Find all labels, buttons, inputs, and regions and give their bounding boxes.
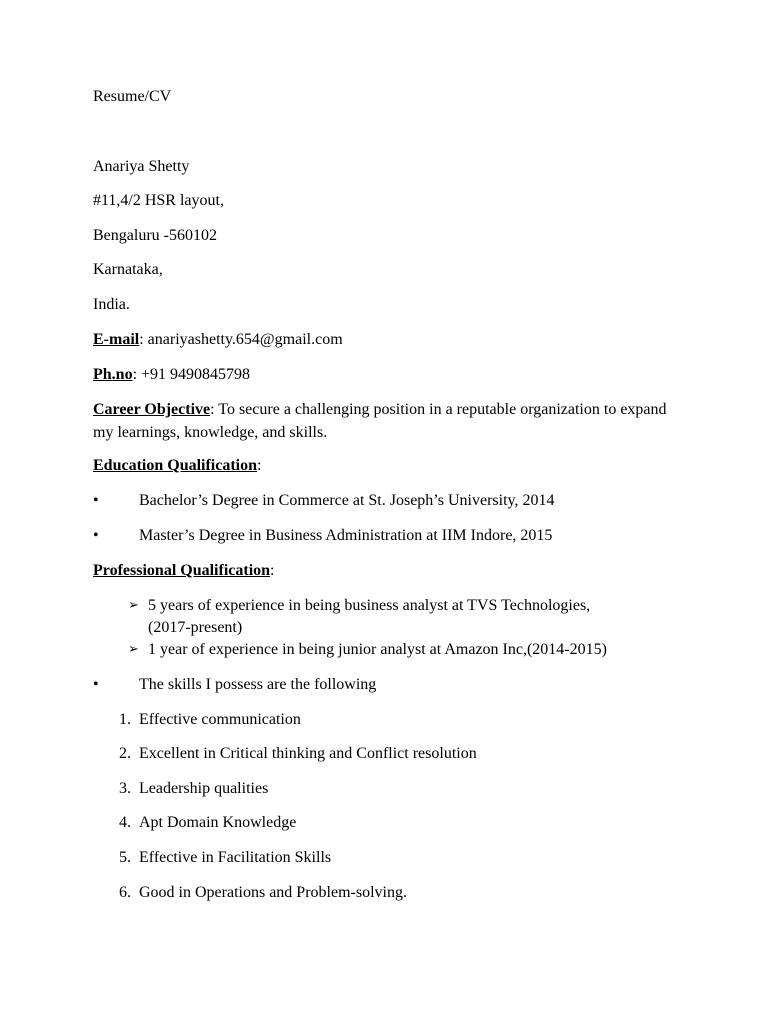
education-heading	[93, 455, 261, 477]
skill-number: 4.	[119, 814, 131, 831]
address-line-4: India.	[93, 296, 130, 313]
arrow-bullet-icon: ➢	[128, 642, 139, 657]
skills-intro: The skills I possess are the following	[139, 676, 377, 693]
education-item: Master’s Degree in Business Administration at IIM Indore, 2015	[139, 527, 553, 544]
professional-suffix: :	[270, 562, 275, 579]
phone-row	[93, 364, 250, 386]
phone-value: : +91 9490845798	[132, 366, 251, 383]
career-objective-label: Career Objective	[93, 401, 211, 418]
email-value: : anariyashetty.654@gmail.com	[139, 331, 343, 348]
applicant-name: Anariya Shetty	[93, 158, 190, 175]
skill-number: 2.	[119, 745, 131, 762]
skill-number: 1.	[119, 711, 131, 728]
skill-item: Apt Domain Knowledge	[139, 814, 297, 831]
education-suffix: :	[257, 457, 262, 474]
professional-label: Professional Qualification	[93, 562, 271, 579]
skill-number: 5.	[119, 849, 131, 866]
skill-item: Good in Operations and Problem-solving.	[139, 884, 407, 901]
professional-heading	[93, 560, 275, 582]
professional-item-line-2: (2017-present)	[148, 619, 243, 636]
address-line-3: Karnataka,	[93, 261, 163, 278]
career-objective	[93, 398, 683, 444]
professional-item-line-1: 1 year of experience in being junior analyst at Amazon Inc,(2014-2015)	[148, 641, 607, 658]
address-line-2: Bengaluru -560102	[93, 227, 217, 244]
skill-number: 3.	[119, 780, 131, 797]
professional-item-line-1: 5 years of experience in being business analyst at TVS Technologies,	[148, 597, 591, 614]
career-objective-text: : To secure a challenging position in a reputable organization to expand my learnings, knowledge, and skills.	[93, 401, 667, 441]
address-line-1: #11,4/2 HSR layout,	[93, 192, 224, 209]
email-row	[93, 329, 343, 351]
education-label: Education Qualification	[93, 457, 258, 474]
email-label: E-mail	[93, 331, 140, 348]
skill-item: Effective in Facilitation Skills	[139, 849, 332, 866]
skill-item: Leadership qualities	[139, 780, 269, 797]
skill-item: Effective communication	[139, 711, 301, 728]
skill-item: Excellent in Critical thinking and Conflict resolution	[139, 745, 477, 762]
arrow-bullet-icon: ➢	[128, 598, 139, 613]
bullet-icon: •	[93, 527, 99, 544]
document-title: Resume/CV	[93, 88, 172, 105]
skill-number: 6.	[119, 884, 131, 901]
education-item: Bachelor’s Degree in Commerce at St. Joseph’s University, 2014	[139, 492, 555, 509]
bullet-icon: •	[93, 676, 99, 693]
bullet-icon: •	[93, 492, 99, 509]
phone-label: Ph.no	[93, 366, 133, 383]
